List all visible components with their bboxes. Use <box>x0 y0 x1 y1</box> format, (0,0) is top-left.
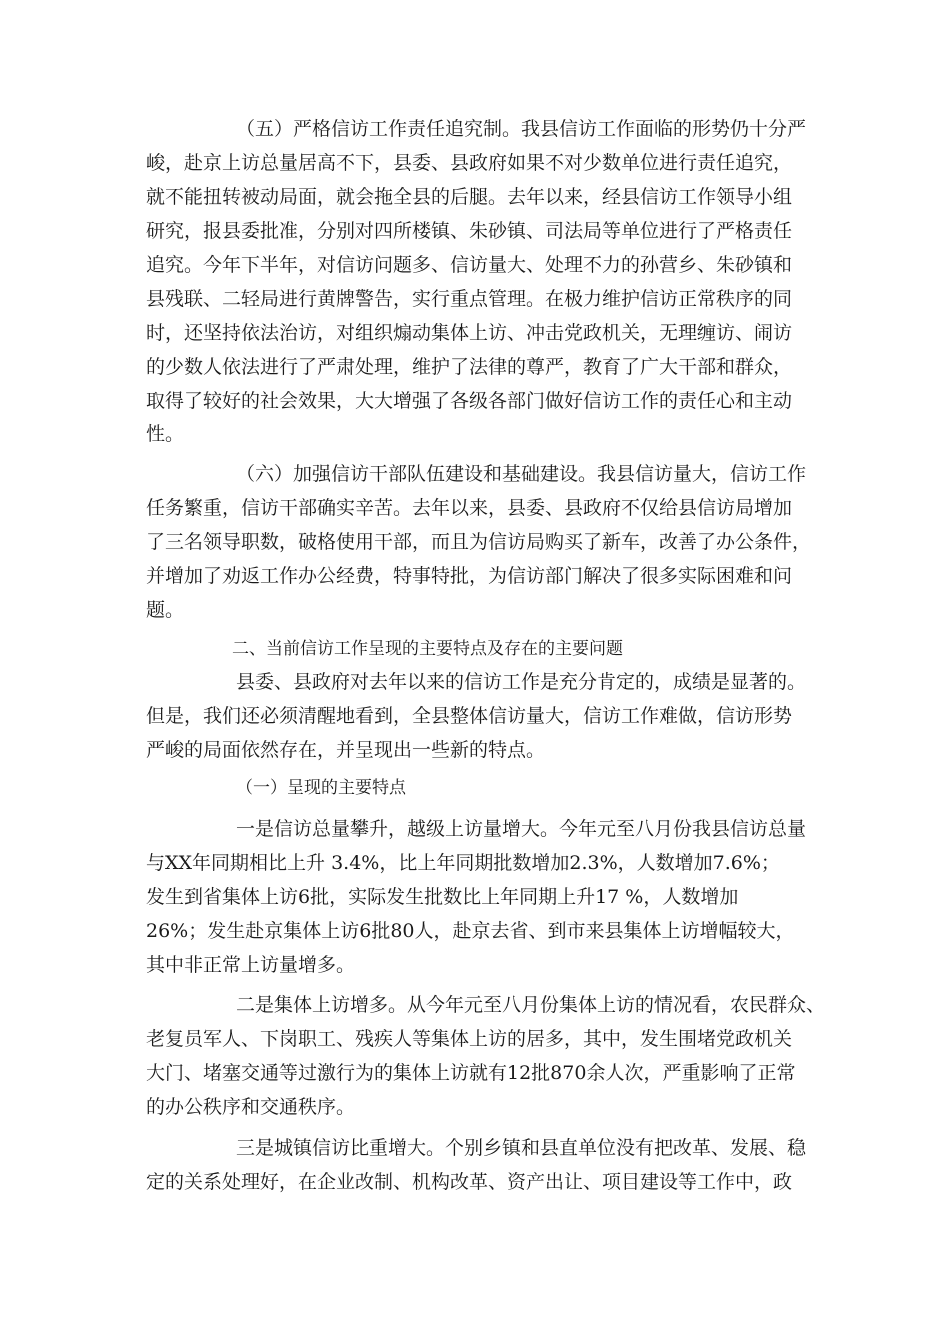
text-line: 的办公秩序和交通秩序。 <box>146 1096 356 1118</box>
text-line: 性。 <box>146 423 185 445</box>
text-line: 其中非正常上访量增多。 <box>146 954 356 976</box>
text-line: 的少数人依法进行了严肃处理，维护了法律的尊严，教育了广大干部和群众， <box>146 356 793 378</box>
text-line: 并增加了劝返工作办公经费，特事特批，为信访部门解决了很多实际困难和问 <box>146 565 793 587</box>
text-line: 发生到省集体上访6批，实际发生批数比上年同期上升17 %，人数增加 <box>146 886 739 908</box>
text-line: 研究，报县委批准，分别对四所楼镇、朱砂镇、司法局等单位进行了严格责任 <box>146 220 793 242</box>
text-line: 时，还坚持依法治访，对组织煽动集体上访、冲击党政机关，无理缠访、闹访 <box>146 322 793 344</box>
text-line: 三是城镇信访比重增大。个别乡镇和县直单位没有把改革、发展、稳 <box>236 1137 807 1159</box>
text-line: 题。 <box>146 599 185 621</box>
text-line: 严峻的局面依然存在，并呈现出一些新的特点。 <box>146 739 546 761</box>
text-line: 就不能扭转被动局面，就会拖全县的后腿。去年以来，经县信访工作领导小组 <box>146 186 793 208</box>
text-line: 老复员军人、下岗职工、残疾人等集体上访的居多，其中，发生围堵党政机关 <box>146 1028 793 1050</box>
text-line: （六）加强信访干部队伍建设和基础建设。我县信访量大，信访工作 <box>236 463 807 485</box>
text-line: 任务繁重，信访干部确实辛苦。去年以来，县委、县政府不仅给县信访局增加 <box>146 497 793 519</box>
text-line: 大门、堵塞交通等过激行为的集体上访就有12批870余人次，严重影响了正常 <box>146 1062 796 1084</box>
text-line: 了三名领导职数，破格使用干部，而且为信访局购买了新车，改善了办公条件， <box>146 531 812 553</box>
text-line: 峻，赴京上访总量居高不下，县委、县政府如果不对少数单位进行责任追究， <box>146 152 793 174</box>
text-line: 一是信访总量攀升，越级上访量增大。今年元至八月份我县信访总量 <box>236 818 807 840</box>
subsection-heading: （一）呈现的主要特点 <box>236 778 406 798</box>
text-line: 26%；发生赴京集体上访6批80人，赴京去省、到市来县集体上访增幅较大， <box>146 920 795 942</box>
section-heading: 二、当前信访工作呈现的主要特点及存在的主要问题 <box>232 639 623 659</box>
text-line: 但是，我们还必须清醒地看到，全县整体信访量大，信访工作难做，信访形势 <box>146 705 793 727</box>
text-line: 县委、县政府对去年以来的信访工作是充分肯定的，成绩是显著的。 <box>236 671 807 693</box>
text-line: 定的关系处理好，在企业改制、机构改革、资产出让、项目建设等工作中，政 <box>146 1171 793 1193</box>
text-line: 二是集体上访增多。从今年元至八月份集体上访的情况看，农民群众、 <box>236 994 826 1016</box>
text-line: 县残联、二轻局进行黄牌警告，实行重点管理。在极力维护信访正常秩序的同 <box>146 288 793 310</box>
text-line: 与XX年同期相比上升 3.4%，比上年同期批数增加2.3%，人数增加7.6%； <box>146 852 780 874</box>
text-line: 追究。今年下半年，对信访问题多、信访量大、处理不力的孙营乡、朱砂镇和 <box>146 254 793 276</box>
text-line: 取得了较好的社会效果，大大增强了各级各部门做好信访工作的责任心和主动 <box>146 390 793 412</box>
text-line: （五）严格信访工作责任追究制。我县信访工作面临的形势仍十分严 <box>236 118 807 140</box>
